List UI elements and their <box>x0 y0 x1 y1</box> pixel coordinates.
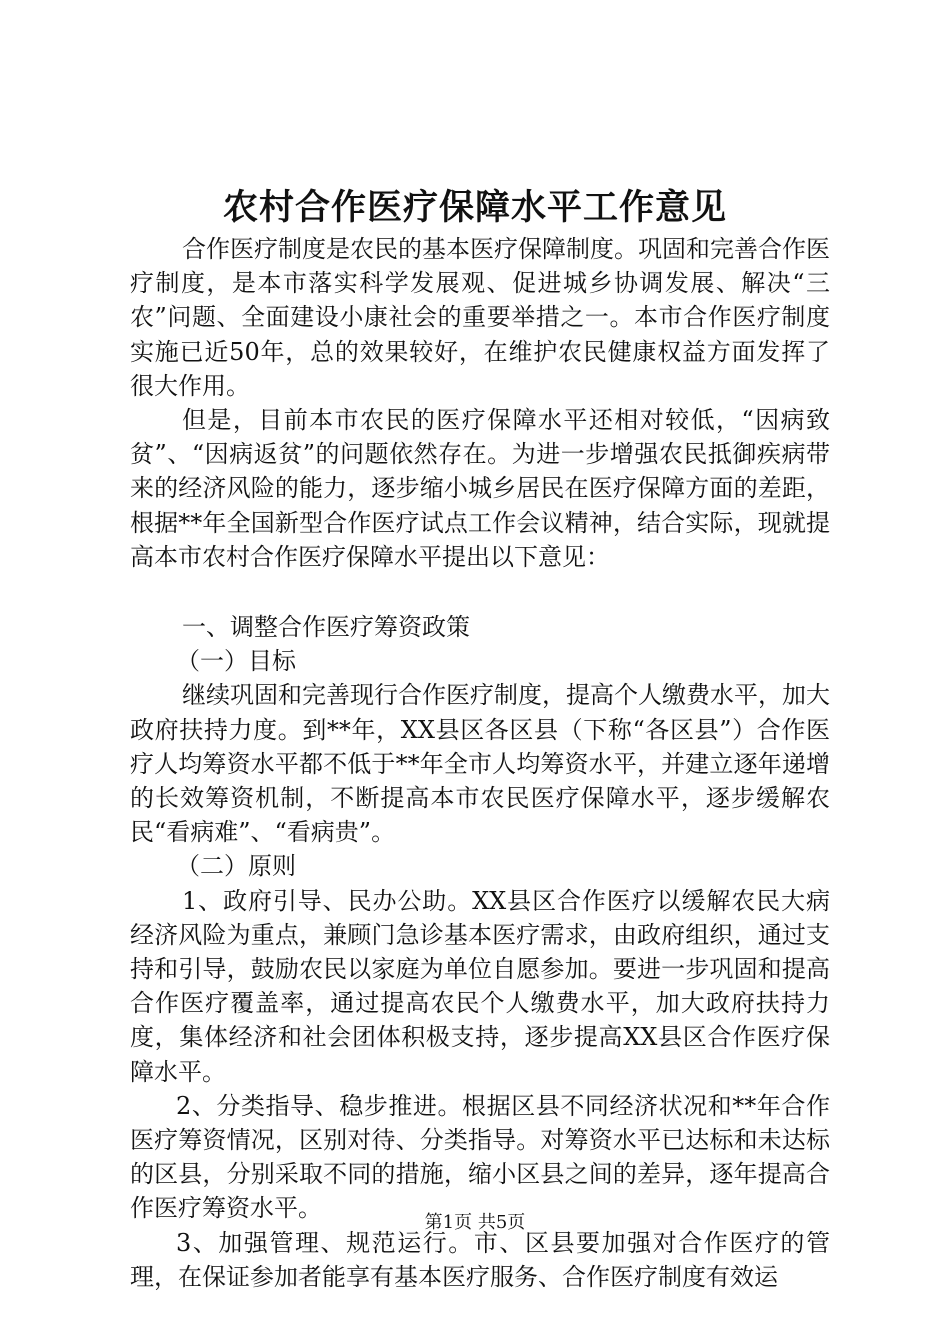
paragraph-goal: 继续巩固和完善现行合作医疗制度，提高个人缴费水平，加大政府扶持力度。到**年，XX县区各区县（下称“各区县”）合作医疗人均筹资水平都不低于**年全市人均筹资水平，并建立逐年递增的长效筹资机制，不断提高本市农民医疗保障水平，逐步缓解农民“看病难”、“看病贵”。 <box>130 681 830 847</box>
paragraph-principle-2: 2、分类指导、稳步推进。根据区县不同经济状况和**年合作医疗筹资情况，区别对待、分类指导。对筹资水平已达标和未达标的区县，分别采取不同的措施，缩小区县之间的差异，逐年提高合作医疗筹资水平。 <box>130 1091 830 1223</box>
subsection-heading-goal: （一）目标 <box>176 647 296 676</box>
paragraph-principle-1: 1、政府引导、民办公助。XX县区合作医疗以缓解农民大病经济风险为重点，兼顾门急诊基本医疗需求，由政府组织，通过支持和引导，鼓励农民以家庭为单位自愿参加。要进一步巩固和提高合作医疗覆盖率，通过提高农民个人缴费水平，加大政府扶持力度，集体经济和社会团体积极支持，逐步提高XX县区合作医疗保障水平。 <box>130 886 830 1086</box>
subsection-heading-principle: （二）原则 <box>176 852 296 881</box>
paragraph-intro: 合作医疗制度是农民的基本医疗保障制度。巩固和完善合作医疗制度，是本市落实科学发展观、促进城乡协调发展、解决“三农”问题、全面建设小康社会的重要举措之一。本市合作医疗制度实施已近50年，总的效果较好，在维护农民健康权益方面发挥了很大作用。 <box>130 235 830 400</box>
page-number-footer: 第1页 共5页 <box>424 1212 526 1233</box>
document-body <box>130 232 830 1294</box>
paragraph-context: 但是，目前本市农民的医疗保障水平还相对较低，“因病致贫”、“因病返贫”的问题依然存在。为进一步增强农民抵御疾病带来的经济风险的能力，逐步缩小城乡居民在医疗保障方面的差距，根据**年全国新型合作医疗试点工作会议精神，结合实际，现就提高本市农村合作医疗保障水平提出以下意见： <box>130 406 830 571</box>
document-title: 农村合作医疗保障水平工作意见 <box>222 187 727 228</box>
section-heading-1: 一、调整合作医疗筹资政策 <box>182 613 470 642</box>
paragraph-principle-3: 3、加强管理、规范运行。市、区县要加强对合作医疗的管理，在保证参加者能享有基本医疗服务、合作医疗制度有效运 <box>130 1228 830 1291</box>
